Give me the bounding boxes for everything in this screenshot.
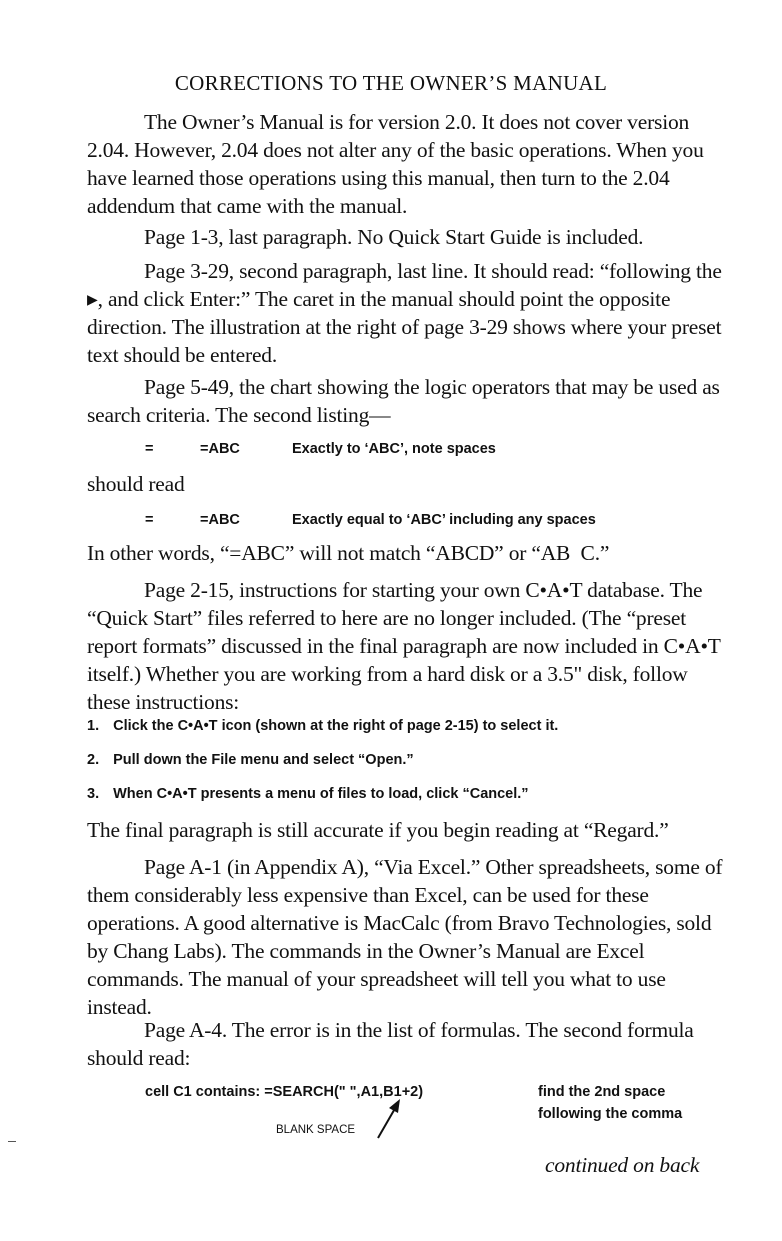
page-a-1-paragraph: Page A-1 (in Appendix A), “Via Excel.” Other spreadsheets, some of them considerably less expensive than Excel, can be used for these operations. A good alternative is MacCalc (from Bravo Technologies, sold by Chang Labs). The commands in the Owner’s Manual are Excel commands. The manual of your spreadsheet will tell you what to use instead. [87, 855, 723, 1019]
blank-space-label: BLANK SPACE [276, 1124, 356, 1136]
page-a-4-paragraph: Page A-4. The error is in the list of formulas. The second formula should read: [87, 1018, 694, 1070]
step-number: 2. [87, 752, 100, 768]
operator-symbol: = [145, 441, 154, 457]
page-3-29-text-before: Page 3-29, second paragraph, last line. It should read: “following the [144, 259, 722, 283]
arrow-up-icon [374, 1098, 404, 1140]
in-other-words-paragraph: In other words, “=ABC” will not match “ABCD” or “AB C.” [87, 541, 610, 565]
formula-text: cell C1 contains: =SEARCH(" ",A1,B1+2) [145, 1084, 424, 1100]
step-text: When C•A•T presents a menu of files to load, click “Cancel.” [113, 786, 529, 802]
page-5-49-paragraph: Page 5-49, the chart showing the logic operators that may be used as search criteria. The second listing— [87, 375, 720, 427]
step-item [87, 752, 414, 768]
step-item [87, 786, 529, 802]
step-text: Pull down the File menu and select “Open.” [113, 752, 414, 768]
should-read-label: should read [87, 472, 185, 496]
caret-icon: ▸ [87, 287, 98, 311]
page-3-29-paragraph [87, 257, 727, 369]
step-number: 1. [87, 718, 100, 734]
page-1-3-paragraph: Page 1-3, last paragraph. No Quick Start Guide is included. [144, 225, 644, 249]
operator-value: =ABC [200, 441, 240, 457]
operator-value: =ABC [200, 512, 240, 528]
operator-description: Exactly to ‘ABC’, note spaces [292, 441, 496, 457]
edge-mark [8, 1141, 16, 1142]
final-paragraph-note: The final paragraph is still accurate if you begin reading at “Regard.” [87, 818, 669, 842]
intro-paragraph: The Owner’s Manual is for version 2.0. It does not cover version 2.04. However, 2.04 does not alter any of the basic operations. When you have learned those operations using this manual, then turn to the 2.04 addendum that came with the manual. [87, 110, 704, 218]
step-number: 3. [87, 786, 100, 802]
continued-note: continued on back [545, 1153, 700, 1177]
page-2-15-paragraph: Page 2-15, instructions for starting your own C•A•T database. The “Quick Start” files referred to here are no longer included. (The “preset report formats” discussed in the final paragraph are now included in C•A•T itself.) Whether you are working from a hard disk or a 3.5" disk, follow these instructions: [87, 578, 721, 714]
step-text: Click the C•A•T icon (shown at the right of page 2-15) to select it. [113, 718, 559, 734]
step-item [87, 718, 558, 734]
formula-note-line2: following the comma [538, 1106, 683, 1122]
operator-description: Exactly equal to ‘ABC’ including any spaces [292, 512, 596, 528]
operator-symbol: = [145, 512, 154, 528]
formula-note-line1: find the 2nd space [538, 1084, 666, 1100]
page-3-29-text-after: , and click Enter:” The caret in the manual should point the opposite direction. The illustration at the right of page 3-29 shows where your preset text should be entered. [87, 287, 722, 367]
page-title: CORRECTIONS TO THE OWNER’S MANUAL [174, 71, 608, 95]
